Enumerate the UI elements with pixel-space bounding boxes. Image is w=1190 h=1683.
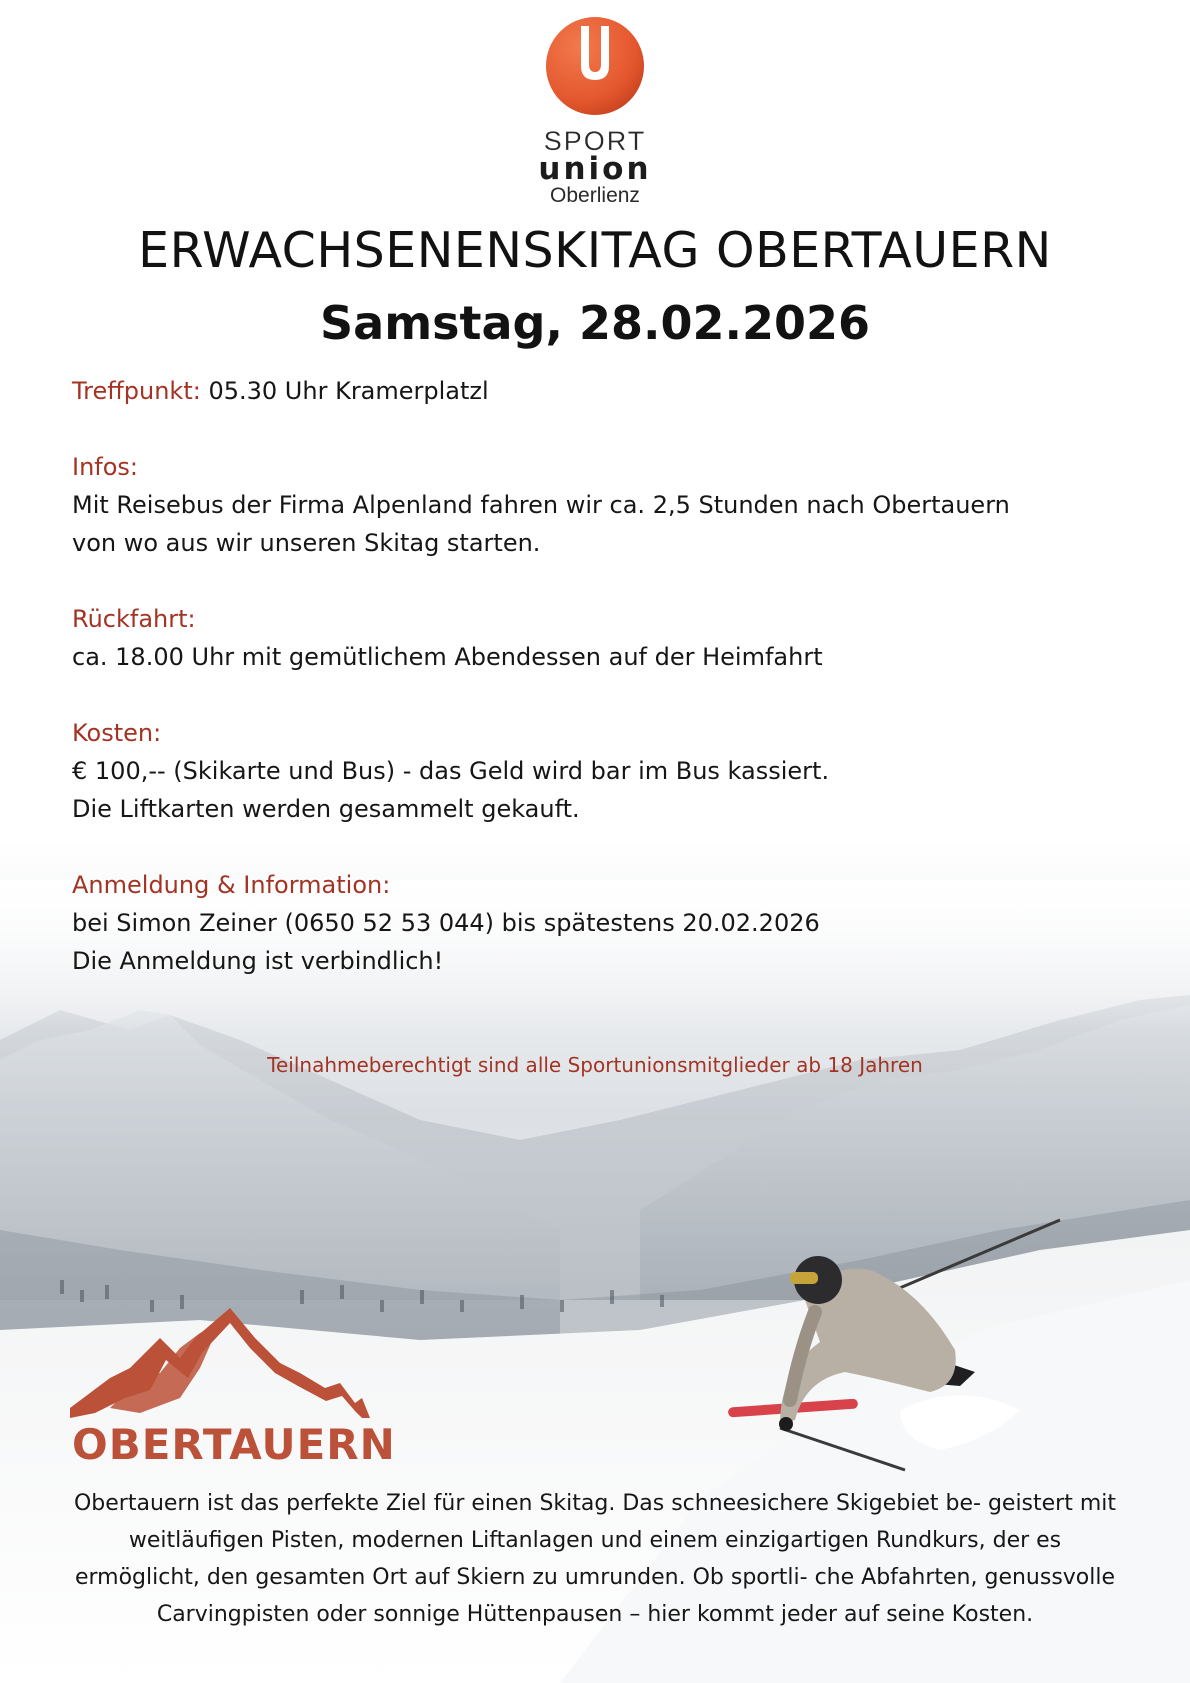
return-line: ca. 18.00 Uhr mit gemütlichem Abendessen auf der Heimfahrt	[72, 643, 823, 671]
meeting-point-label: Treffpunkt:	[72, 377, 201, 405]
page-title: ERWACHSENENSKITAG OBERTAUERN	[138, 222, 1052, 279]
eligibility-note: Teilnahmeberechtigt sind alle Sportunionsmitglieder ab 18 Jahren	[267, 1053, 923, 1077]
registration-label: Anmeldung & Information:	[72, 871, 391, 899]
section-registration	[72, 866, 1132, 980]
infos-label: Infos:	[72, 453, 139, 481]
section-infos	[72, 448, 1132, 562]
destination-description: Obertauern ist das perfekte Ziel für einen Skitag. Das schneesichere Skigebiet be- geistert mit weitläufigen Pisten, modernen Liftanlagen und einem einzigartigen Rundkurs, der es ermöglicht, den gesamten Ort auf Skiern zu umrunden. Ob sportli- che Abfahrten, genussvolle Carvingpisten oder sonnige Hüttenpausen – hier kommt jeder auf seine Kosten.	[73, 1491, 1117, 1627]
return-label: Rückfahrt:	[72, 605, 196, 633]
obertauern-wordmark: OBERTAUERN	[72, 1420, 396, 1469]
costs-line: € 100,-- (Skikarte und Bus) - das Geld wird bar im Bus kassiert.	[72, 757, 830, 785]
event-date: Samstag, 28.02.2026	[320, 296, 870, 350]
costs-line: Die Liftkarten werden gesammelt gekauft.	[72, 795, 580, 823]
union-u-icon	[543, 16, 647, 116]
costs-label: Kosten:	[72, 719, 162, 747]
obertauern-logo	[70, 1308, 400, 1468]
section-return	[72, 600, 1132, 676]
logo-line-union: union	[538, 151, 652, 187]
infos-line: Mit Reisebus der Firma Alpenland fahren wir ca. 2,5 Stunden nach Obertauern	[72, 491, 1010, 519]
event-info	[72, 372, 1132, 1018]
registration-line: bei Simon Zeiner (0650 52 53 044) bis spätestens 20.02.2026	[72, 909, 820, 937]
section-costs	[72, 714, 1132, 828]
logo-line-club: Oberlienz	[550, 184, 640, 207]
meeting-point-text: 05.30 Uhr Kramerplatzl	[208, 377, 489, 405]
infos-line: von wo aus wir unseren Skitag starten.	[72, 529, 541, 557]
section-meeting-point	[72, 372, 1132, 410]
registration-line: Die Anmeldung ist verbindlich!	[72, 947, 444, 975]
logo-line-sport: SPORT	[543, 126, 647, 156]
mountain-peaks-icon	[70, 1308, 400, 1418]
sport-union-logo	[505, 16, 685, 211]
